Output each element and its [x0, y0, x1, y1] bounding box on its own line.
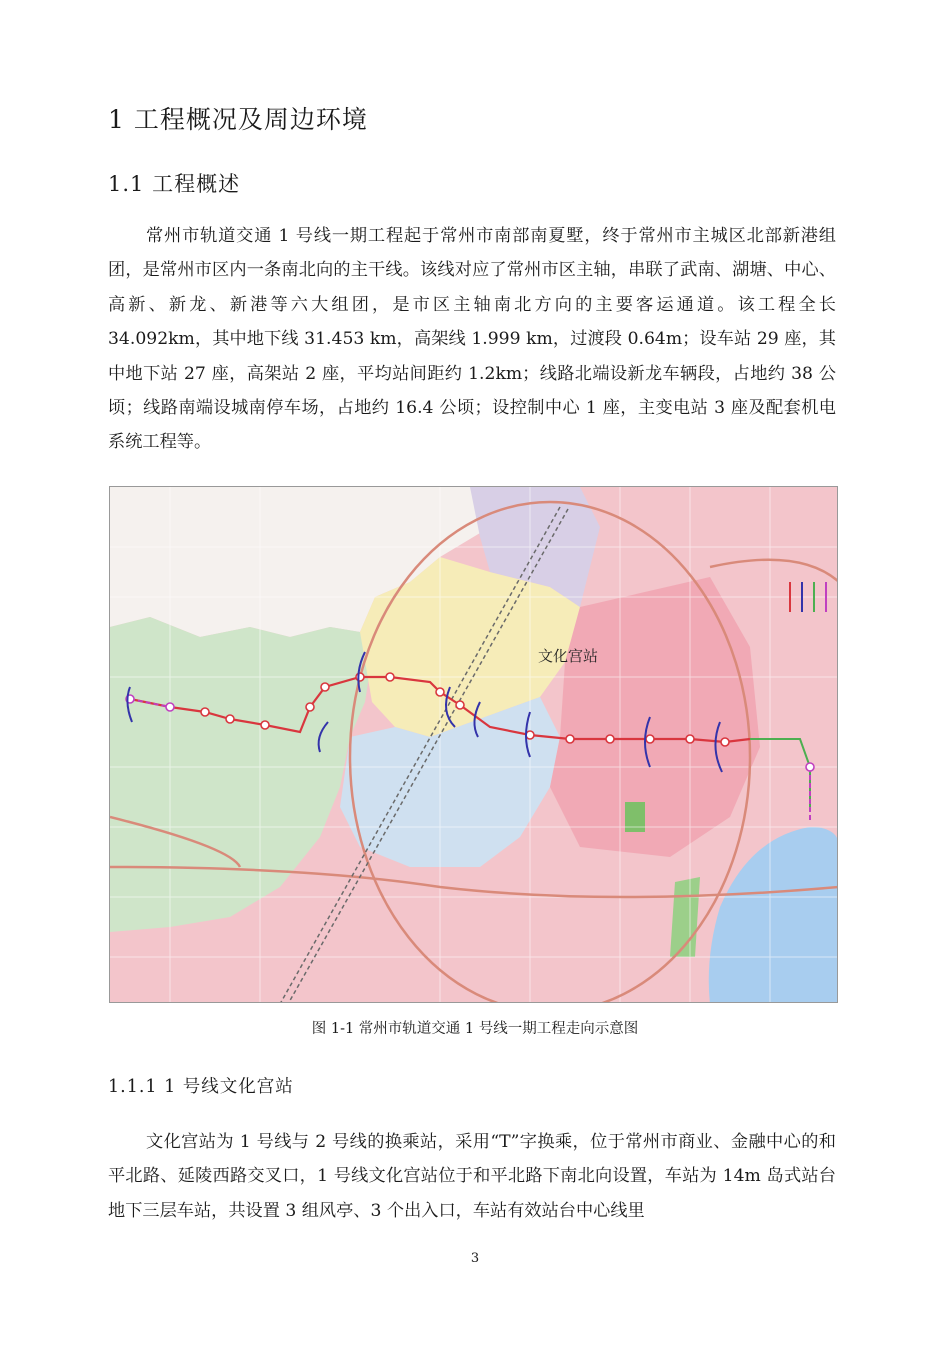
overview-paragraph: 常州市轨道交通 1 号线一期工程起于常州市南部南夏墅，终于常州市主城区北部新港组团，是常州市区内一条南北向的主干线。该线对应了常州市区主轴，串联了武南、湖塘、中心、高新、新龙、新港等六大组团，是市区主轴南北方向的主要客运通道。该工程全长 34.092km，其中地下线 31.453 km，高架线 1.999 km，过渡段 0.64m；设车站 29 座，其中地下站 27 座，高架站 2 座，平均站间距约 1.2km；线路北端设新龙车辆段，占地约 38 公顷；线路南端设城南停车场，占地约 16.4 公顷；设控制中心 1 座，主变电站 3 座及配套机电系统工程等。: [108, 226, 836, 453]
route-map-figure: [109, 486, 838, 1003]
page-number: 3: [470, 1251, 480, 1266]
section-heading-1: 1 工程概况及周边环境: [108, 105, 368, 134]
station-paragraph: 文化宫站为 1 号线与 2 号线的换乘站，采用“T”字换乘，位于常州市商业、金融中心的和平北路、延陵西路交叉口，1 号线文化宫站位于和平北路下南北向设置，车站为 14m 岛式站台地下三层车站，共设置 3 组风亭、3 个出入口，车站有效站台中心线里: [108, 1132, 836, 1221]
section-heading-1-1-1: 1.1.1 1 号线文化宫站: [108, 1077, 294, 1097]
route-map: [110, 487, 838, 1003]
figure-caption: 图 1-1 常州市轨道交通 1 号线一期工程走向示意图: [311, 1021, 639, 1037]
culture-palace-station-label: 文化宫站: [538, 647, 599, 665]
section-heading-1-1: 1.1 工程概述: [108, 172, 241, 196]
